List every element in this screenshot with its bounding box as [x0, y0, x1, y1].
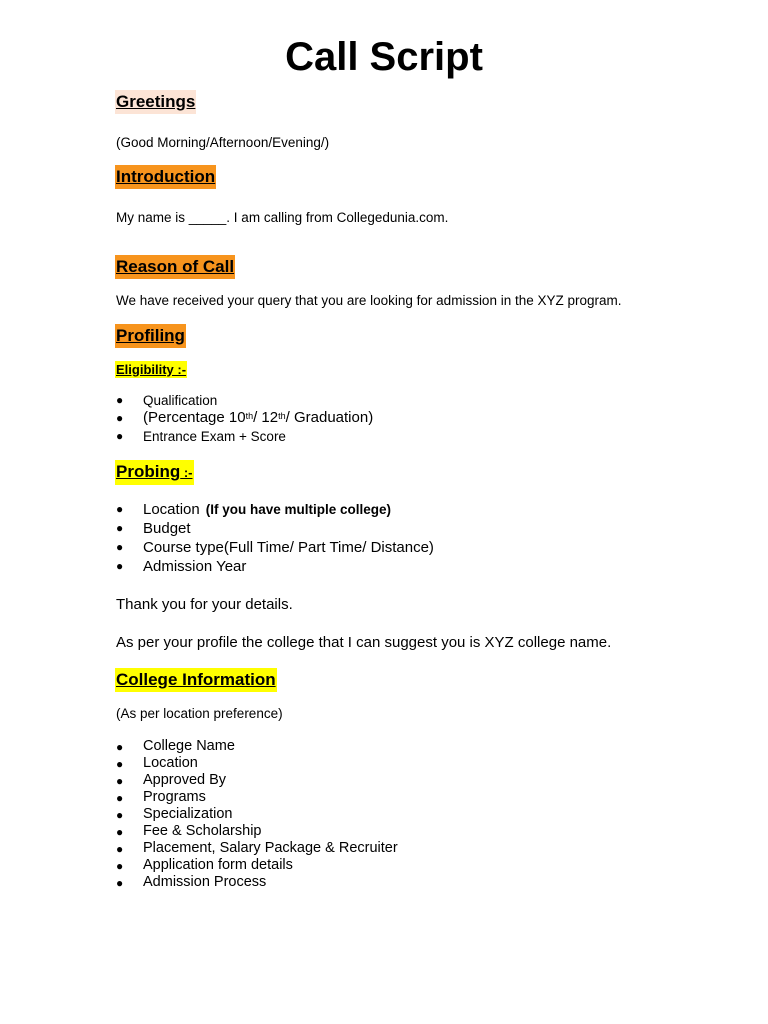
greetings-heading: Greetings	[115, 90, 196, 114]
college-item: Location	[143, 755, 198, 771]
bullet-icon: ●	[116, 502, 124, 516]
bullet-icon: ●	[116, 791, 124, 805]
college-info-heading: College Information	[115, 668, 277, 692]
suggestion-text: As per your profile the college that I can suggest you is XYZ college name.	[116, 634, 612, 651]
college-item: Admission Process	[143, 874, 267, 890]
bullet-icon: ●	[116, 540, 124, 554]
college-item: Approved By	[143, 772, 227, 788]
profiling-heading: Profiling	[115, 324, 186, 348]
eligibility-item-entrance: Entrance Exam + Score	[143, 429, 286, 444]
eligibility-item-qualification: Qualification	[143, 393, 218, 408]
college-item: Programs	[143, 789, 206, 805]
bullet-icon: ●	[116, 411, 124, 425]
bullet-icon: ●	[116, 859, 124, 873]
reason-text: We have received your query that you are looking for admission in the XYZ program.	[116, 293, 622, 308]
college-item: Fee & Scholarship	[143, 823, 262, 839]
bullet-icon: ●	[116, 559, 124, 573]
college-info-note: (As per location preference)	[116, 706, 283, 721]
bullet-icon: ●	[116, 757, 124, 771]
college-item: College Name	[143, 738, 235, 754]
bullet-icon: ●	[116, 825, 124, 839]
college-item: Placement, Salary Package & Recruiter	[143, 840, 398, 856]
college-item: Application form details	[143, 857, 293, 873]
bullet-icon: ●	[116, 774, 124, 788]
probing-item-admission-year: Admission Year	[143, 558, 247, 575]
greetings-text: (Good Morning/Afternoon/Evening/)	[116, 135, 330, 150]
bullet-icon: ●	[116, 429, 124, 443]
probing-item-budget: Budget	[143, 520, 191, 537]
eligibility-label: Eligibility :-	[116, 362, 187, 377]
eligibility-item-percentage: (Percentage 10th/ 12th/ Graduation)	[143, 409, 374, 426]
bullet-icon: ●	[116, 393, 124, 407]
college-item: Specialization	[143, 806, 233, 822]
bullet-icon: ●	[116, 876, 124, 890]
introduction-heading: Introduction	[115, 165, 216, 189]
bullet-icon: ●	[116, 842, 124, 856]
reason-heading: Reason of Call	[115, 255, 235, 279]
probing-item-course-type: Course type(Full Time/ Part Time/ Distance)	[143, 539, 434, 556]
thanks-text: Thank you for your details.	[116, 596, 293, 613]
bullet-icon: ●	[116, 740, 124, 754]
bullet-icon: ●	[116, 521, 124, 535]
probing-heading: Probing :-	[115, 460, 194, 485]
introduction-text: My name is _____. I am calling from Collegedunia.com.	[116, 210, 449, 225]
page-title: Call Script	[285, 35, 483, 79]
probing-item-location: Location (If you have multiple college)	[143, 501, 392, 518]
bullet-icon: ●	[116, 808, 124, 822]
